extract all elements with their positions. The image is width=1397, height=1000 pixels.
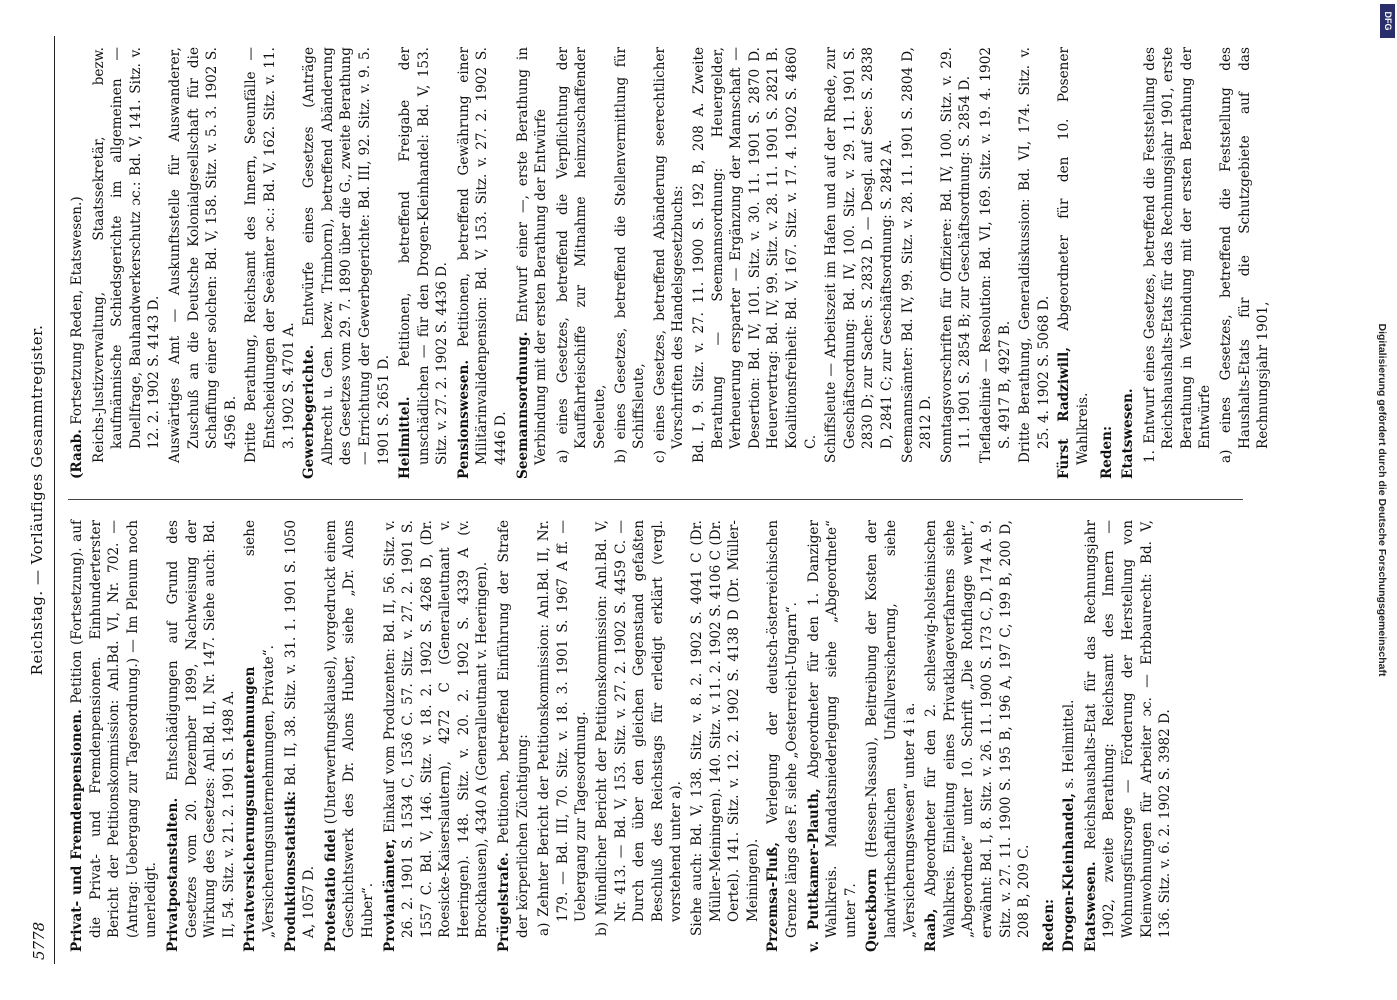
entry-heading: Heilmittel. [397,396,414,479]
entry-heading: Queckborn [864,868,881,952]
entry-body: siehe „Versicherungsunternehmungen, Private“. [242,520,277,938]
entry-heading: Gewerbegerichte. [301,344,318,479]
index-entry-text: Siehe auch: Bd. V, 138. Sitz. v. 8. 2. 1902 S. 4041 C (Dr. Müller-Meiningen). 140. Sitz. v. 11. 2. 1902 S. 4106 C (Dr. Oertel). 141. Sitz. v. 12. 2. 1902 S. 4138 D (Dr. Müller-Meiningen). [689,520,761,936]
entry-heading: Protestatio fidei [322,829,339,952]
index-entry [68,47,87,479]
entry-body: Entwürfe eines Gesetzes (Anträge Albrecht u. Gen. bezw. Trimborn), betreffend Abänderung des Gesetzes vom 29. 7. 1890 über die G., zweite Berathung — Errichtung der Gewerbegerichte: Bd. III, 92. Sitz. v. 9. 5. 1901 S. 2651 D. [301,47,392,465]
index-entry [1055,47,1092,479]
section-label: Reden: [1099,425,1116,479]
entry-body: s. Heilmittel. [1061,699,1078,793]
entry-body: Petitionen, betreffend Freigabe der unschädlichen — für den Drogen-Kleinhandel: Bd. V, 153. Sitz. v. 27. 2. 1902 S. 4436 D. [397,47,451,465]
entry-body: Abgeordneter für den 2. schleswig-holsteinischen Wahlkreis. Einleitung eines Privatklageverfahrens siehe „Abgeordnete“ unter 10. Schrift „Die Rothflagge weht“, erwähnt: Bd. I, 8. Sitz. v. 26. 11. 1900 S. 173 C, D, 174 A. 9. Sitz. v. 27. 11. 1900 S. 195 B, 196 A, 197 C, 199 B, 200 D, 208 B, 209 C. [923,520,1033,938]
index-entry-text: Reichs-Justizverwaltung, Staatssekretär, bezw. kaufmännische Schiedsgerichte im allgemeinen — Duellfrage, Bauhandwerkerschutz ɔc.: Bd. V, 141. Sitz. v. 12. 2. 1902 S. 4143 D. [90,47,163,463]
index-entry-text: Bd. I, 9. Sitz. v. 27. 11. 1900 S. 192 B, 208 A. Zweite Berathung — Seemannsordnung: Heuergelder, Verheuerung ersparter — Ergänzung der Mannschaft — Desertion: Bd. IV, 101. Sitz. v. 30. 11. 1901 S. 2870 D. Heuervertrag: Bd. IV, 99. Sitz. v. 28. 11. 1901 S. 2821 B. Koalitionsfreiheit: Bd. V, 167. Sitz. v. 17. 4. 1902 S. 4860 C. [691,47,819,463]
index-entry-text: Schiffsleute — Arbeitszeit im Hafen und auf der Rhede, zur Geschäftsordnung: Bd. IV, 100. Sitz. v. 29. 11. 1901 S. 2830 D; zur Sache: S. 2832 D. — Desgl. auf See: S. 2838 D, 2841 C; zur Geschäftsordnung: S. 2842 A. [823,47,895,463]
entry-body: Reichshaushalts-Etat für das Rechnungsjahr 1902, zweite Berathung: Reichsamt des Innern — Wohnungsfürsorge — Förderung der Herstellung von Kleinwohnungen für Arbeiter ɔc. — Erbbaurecht: Bd. V, 136. Sitz. v. 6. 2. 1902 S. 3982 D. [1082,520,1174,938]
entry-body: Abgeordneter für den 1. Danziger Wahlkreis. Mandatsniederlegung siehe „Abgeordnete“ unter 7. [805,520,859,938]
entry-body: Petitionen, betreffend Gewährung einer Militärinvalidenpension: Bd. V, 153. Sitz. v. 27. 2. 1902 S. 4446 D. [455,47,510,465]
right-column [68,47,1272,479]
index-subentry: b) Mündlicher Bericht der Petitionskommission: Anl.Bd. V, Nr. 413. — Bd. V, 153. Sitz. v. 27. 2. 1902 S. 4459 C. — Durch den über den gleichen Gegenstand gefaßten Beschluß des Reichstags für erledigt erklärt (vergl. vorstehend unter a). [594,520,685,936]
entry-body: (Unterwerfungsklausel), vorgedruckt einem Geschichtswerk des Dr. Alons Huber, siehe „Dr. Alons Huber“. [322,520,376,938]
index-entry [1082,520,1175,952]
index-entry [300,47,393,479]
entry-heading: Etatswesen. [1120,388,1137,479]
index-entry [805,520,861,952]
index-entry [68,520,161,952]
side-note-strip [1372,0,1392,1000]
entry-heading: Prügelstrafe. [496,852,513,952]
page-header [20,36,55,964]
entry-heading: Privat- und Fremdenpensionen. [69,709,85,952]
index-entry [514,47,551,479]
entry-body: (Hessen-Nassau), Beitreibung der Kosten der landwirthschaftlichen Unfallversicherung, siehe „Versicherungswesen“ unter 4 i a. [864,520,918,938]
left-column [68,520,1243,952]
index-entry [1060,520,1079,952]
entry-body: Einkauf vom Produzenten: Bd. II, 56. Sitz. v. 26. 2. 1901 S. 1534 C, 1536 C. 57. Sitz. v. 27. 2. 1901 S. 1557 C. Bd. V, 146. Sitz. v. 18. 2. 1902 S. 4268 D, (Dr. Roesicke-Kaiserslautern), 4272 C (Generalleutnant v. Heeringen). 148. Sitz. v. 20. 2. 1902 S. 4339 A (v. Brockhausen), 4340 A (Generalleutnant v. Heeringen). [381,520,491,938]
index-entry [1119,47,1138,479]
entry-heading: Pensionswesen. [455,359,472,479]
entry-heading: Produktionsstatistik: [282,790,299,952]
entry-body: Petitionen, betreffend Einführung der Strafe der körperlichen Züchtigung: [496,520,531,938]
entry-body: Entwurf einer —, erste Berathung in Verbindung mit der ersten Berathung der Entwürfe [514,47,550,465]
index-entry-text: Tiefladelinie — Resolution: Bd. VI, 169. Sitz. v. 19. 4. 1902 S. 4917 B, 4927 B. [977,47,1013,463]
entry-heading: Privatpostanstalten. [164,797,181,952]
index-entry [282,520,319,952]
index-subentry: c) eines Gesetzes, betreffend Abänderung seerechtlicher Vorschriften des Handelsgesetzbuchs: [651,47,687,463]
dfg-logo-text: DFG [1382,11,1393,31]
digitization-note: Digitalisierung gefördert durch die Deutsche Forschungsgemeinschaft [1376,323,1388,677]
entry-body: Entschädigungen auf Grund des Gesetzes vom 20. Dezember 1899, Nachweisung der Wirkung des Gesetzes: Anl.Bd. II, Nr. 147. Siehe auch: Bd. II, 54. Sitz. v. 21. 2. 1901 S. 1498 A. [164,520,237,938]
index-entry [764,520,801,952]
index-subentry: a) eines Gesetzes, betreffend die Verpflichtung der Kauffahrteischiffe zur Mitnahme heimzuschaffender Seeleute, [554,47,609,463]
entry-heading: Seemannsordnung. [514,331,531,479]
entry-body: Petition (Fortsetzung). auf die Privat- und Fremdenpensionen. Einhunderterster Bericht der Petitionskommission: Anl.Bd. VI, Nr. 702. — (Antrag: Uebergang zur Tagesordnung.) — Im Plenum noch unerledigt. [69,520,160,938]
entry-heading: Etatswesen. [1082,861,1099,952]
entry-body: Abgeordneter für den 10. Posener Wahlkreis. [1056,47,1091,465]
entry-heading: Przemsa-Fluß, [765,842,782,952]
index-subentry: a) eines Gesetzes, betreffend die Feststellung des Haushalts-Etats für die Schutzgebiete auf das Rechnungsjahr 1901, [1218,47,1272,463]
entry-heading: Fürst Radziwill, [1056,347,1073,479]
index-columns [68,47,1272,952]
dfg-logo [1380,4,1395,38]
entry-heading: Proviantämter, [381,838,398,952]
index-entry [241,520,278,952]
index-entry [322,520,378,952]
page-number: 5778 [30,921,48,960]
index-entry [455,47,511,479]
index-subentry: a) Zehnter Bericht der Petitionskommission: Anl.Bd. II, Nr. 179. — Bd. III, 70. Sitz. v. 18. 3. 1901 S. 1967 A ff. — Uebergang zur Tagesordnung. [536,520,590,936]
entry-heading: Raab, [923,908,940,952]
index-entry-text: 1. Entwurf eines Gesetzes, betreffend die Feststellung des Reichshaushalts-Etats für das Rechnungsjahr 1901, erste Berathung in Verbindung mit der ersten Berathung der Entwürfe [1141,47,1214,463]
index-entry [495,520,532,952]
column-divider [68,499,1243,500]
index-entry [396,47,452,479]
index-entry-text: Seemannsämter: Bd. IV, 99. Sitz. v. 28. 11. 1901 S. 2804 D, 2812 D. [899,47,935,463]
index-entry [922,520,1034,952]
entry-body: Bd. II, 38. Sitz. v. 31. 1. 1901 S. 1050 A, 1057 D. [282,520,318,938]
section-label: Reden: [1040,898,1057,952]
entry-heading: (Raab. [69,429,85,479]
entry-heading: Drogen-Kleinhandel, [1061,793,1078,952]
index-subentry: b) eines Gesetzes, betreffend die Stellenvermittlung für Schiffsleute, [612,47,648,463]
index-entry-text: Auswärtiges Amt — Auskunftsstelle für Auswanderer, Zuschuß an die Deutsche Kolonialgesellschaft für die Schaffung einer solchen: Bd. V, 158. Sitz. v. 5. 3. 1902 S. 4596 B. [166,47,239,463]
running-title: Reichstag. — Vorläufiges Gesammtregister. [28,324,46,676]
entry-heading: Privatversicherungsunternehmungen [242,666,259,952]
index-entry-text: Dritte Berathung, Generaldiskussion: Bd. VI, 174. Sitz. v. 25. 4. 1902 S. 5068 D. [1017,47,1052,463]
index-entry [164,520,238,952]
index-entry [863,520,919,952]
entry-body: Verlegung der deutsch-österreichischen Grenze längs des F. siehe „Oesterreich-Ungarn“. [765,520,800,938]
index-entry-text: Dritte Berathung, Reichsamt des Innern, Seeunfälle — Entscheidungen der Seeämter ɔc.: Bd. V, 162. Sitz. v. 11. 3. 1902 S. 4701 A. [243,47,297,463]
index-entry-text: Sonntagsvorschriften für Offiziere: Bd. IV, 100. Sitz. v. 29. 11. 1901 S. 2854 B; zur Geschäftsordnung: S. 2854 D. [938,47,974,463]
entry-heading: v. Puttkamer-Plauth, [805,788,822,952]
entry-body: Fortsetzung Reden, Etatswesen.) [69,196,85,430]
index-entry [381,520,493,952]
